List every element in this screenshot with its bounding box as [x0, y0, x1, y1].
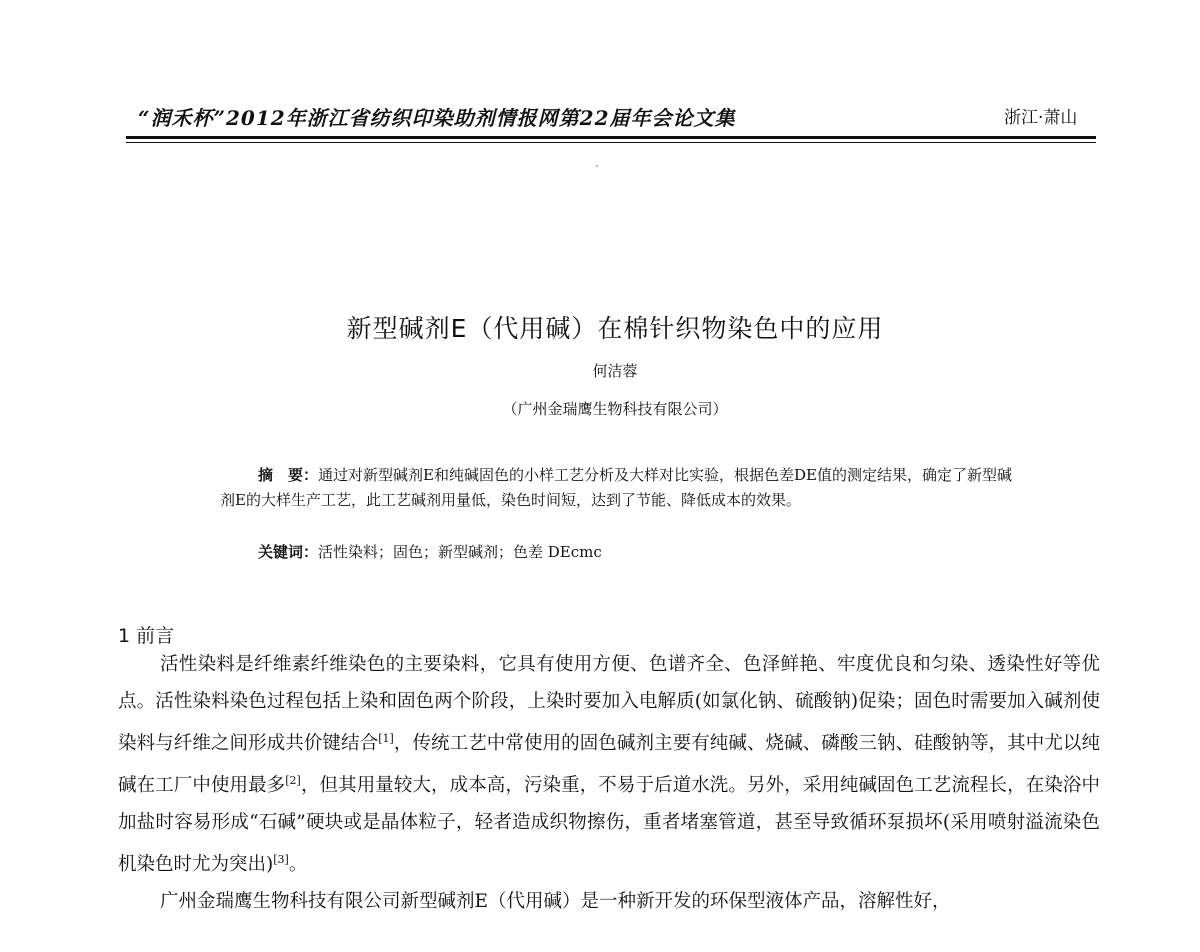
author-name: 何洁蓉 — [592, 362, 638, 380]
paper-title: 新型碱剂E（代用碱）在棉针织物染色中的应用 — [346, 314, 884, 343]
citation-ref: [3] — [273, 853, 289, 867]
body-text — [118, 646, 1100, 920]
abstract-text: 通过对新型碱剂E和纯碱固色的小样工艺分析及大样对比实验，根据色差DE值的测定结果，确定了新型碱剂E的大样生产工艺，此工艺碱剂用量低，染色时间短，达到了节能、降低成本的效果。 — [220, 466, 1012, 509]
author-affiliation: （广州金瑞鹰生物科技有限公司） — [502, 400, 728, 418]
abstract — [220, 463, 1020, 513]
citation-ref: [2] — [285, 774, 301, 788]
running-header-title: “润禾杯”2012年浙江省纺织印染助剂情报网第22届年会论文集 — [138, 106, 736, 130]
keywords-text: 活性染料；固色；新型碱剂；色差 DEcmc — [318, 543, 602, 561]
running-header-location: 浙江·萧山 — [1004, 108, 1078, 128]
paragraph: 广州金瑞鹰生物科技有限公司新型碱剂E（代用碱）是一种新开发的环保型液体产品，溶解性好， — [160, 891, 951, 913]
keywords — [258, 541, 602, 562]
abstract-label: 摘 要： — [258, 466, 319, 484]
header-rule-thick — [126, 136, 1096, 139]
section-heading: 1 前言 — [118, 625, 175, 647]
keywords-label: 关键词： — [258, 543, 319, 561]
citation-ref: [1] — [378, 732, 394, 745]
paragraph: 活性染料是纤维素纤维染色的主要染料，它具有使用方便、色谱齐全、色泽鲜艳、牢度优良和匀染、透染性好等优点。活性染料染色过程包括上染和固色两个阶段，上染时要加入电解质(如氯化钠、硫酸钠)促染；固色时需要加入碱剂使染料与纤维之间形成共价键结合[1]，传统工艺中常使用的固色碱剂主要有纯碱、烧碱、磷酸三钠、硅酸钠等，其中尤以纯碱在工厂中使用最多[2]，但其用量较大，成本高，污染重，不易于后道水洗。另外，采用纯碱固色工艺流程长，在染浴中加盐时容易形成“石碱”硬块或是晶体粒子，轻者造成织物擦伤，重者堵塞管道，甚至导致循环泵损坏(采用喷射溢流染色机染色时尤为突出)[3]。 — [118, 654, 1100, 876]
scan-speck — [596, 165, 598, 167]
header-rule-thin — [126, 142, 1096, 143]
